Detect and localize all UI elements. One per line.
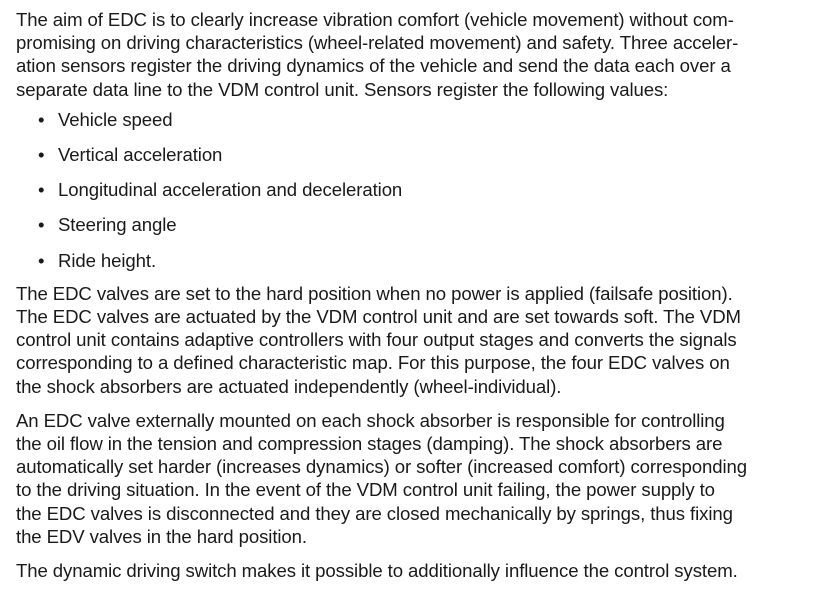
list-item	[16, 178, 801, 201]
bullet-icon: •	[38, 214, 45, 236]
list-item-text: Vehicle speed	[58, 108, 173, 130]
text-line: corresponding to a defined characteristic map. For this purpose, the four EDC valves on	[16, 352, 730, 374]
list-item-text: Steering angle	[58, 214, 177, 236]
text-line: An EDC valve externally mounted on each shock absorber is responsible for controlling	[16, 409, 725, 431]
document-page	[16, 8, 801, 582]
text-line: promising on driving characteristics (wheel-related movement) and safety. Three acceler-	[16, 32, 739, 54]
text-line: The dynamic driving switch makes it possible to additionally influence the control system.	[16, 559, 738, 581]
text-line: separate data line to the VDM control unit. Sensors register the following values:	[16, 78, 669, 100]
bullet-icon: •	[38, 179, 45, 201]
text-line: The EDC valves are actuated by the VDM control unit and are set towards soft. The VDM	[16, 305, 741, 327]
intro-paragraph	[16, 8, 801, 101]
text-line: the shock absorbers are actuated independently (wheel-individual).	[16, 375, 562, 397]
list-item	[16, 249, 801, 272]
text-line: control unit contains adaptive controllers with four output stages and converts the signals	[16, 329, 737, 351]
text-line: to the driving situation. In the event of the VDM control unit failing, the power supply to	[16, 479, 715, 501]
text-line: The aim of EDC is to clearly increase vibration comfort (vehicle movement) without com-	[16, 9, 734, 30]
bullet-icon: •	[38, 108, 45, 130]
text-line: The EDC valves are set to the hard position when no power is applied (failsafe position).	[16, 282, 733, 304]
text-line: ation sensors register the driving dynamics of the vehicle and send the data each over a	[16, 55, 731, 77]
bullet-icon: •	[38, 144, 45, 165]
list-item-text: Ride height.	[58, 249, 157, 271]
list-item	[16, 143, 801, 166]
list-item	[16, 108, 801, 131]
text-line: the EDV valves in the hard position.	[16, 525, 307, 547]
text-line: the oil flow in the tension and compression stages (damping). The shock absorbers are	[16, 432, 723, 454]
text-line: automatically set harder (increases dynamics) or softer (increased comfort) corresponding	[16, 456, 748, 478]
valve-position-paragraph	[16, 282, 801, 398]
list-item-text: Longitudinal acceleration and deceleration	[58, 179, 403, 201]
sensor-values-list	[16, 108, 801, 272]
list-item-text: Vertical acceleration	[58, 144, 223, 165]
edc-valve-paragraph	[16, 409, 801, 548]
list-item	[16, 213, 801, 236]
bullet-icon: •	[38, 249, 45, 271]
driving-switch-paragraph	[16, 559, 801, 582]
text-line: the EDC valves is disconnected and they are closed mechanically by springs, thus fixing	[16, 502, 733, 524]
